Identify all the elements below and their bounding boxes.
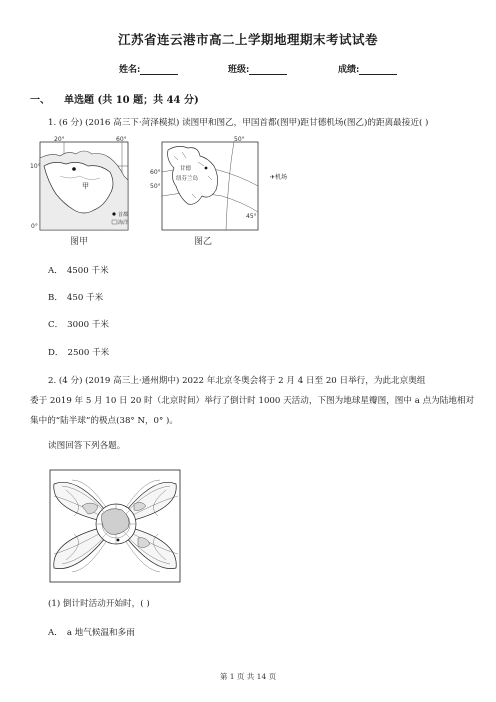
question-2-stem-line-1: 2. (4 分) (2019 高三上·通州期中) 2022 年北京冬奥会将于 2 月 4 日至 20 日举行，为此北京奥组 [48, 376, 426, 386]
option-letter: C． [48, 320, 64, 330]
option-text: 2500 千米 [67, 348, 110, 358]
name-blank[interactable] [140, 65, 178, 75]
option-text: 450 千米 [66, 293, 104, 303]
option-text: a 地气候温和多雨 [66, 628, 135, 638]
q1-option-d[interactable] [48, 346, 109, 358]
section-number: 一、 [30, 95, 50, 106]
legend-capital-icon [112, 212, 115, 215]
star-petal-map [46, 466, 186, 586]
score-label: 成绩: [338, 65, 360, 75]
q2-sub1-option-a[interactable] [48, 626, 135, 638]
figure-b-caption: 图乙 [194, 237, 213, 247]
figure-a-map [30, 136, 142, 236]
score-field [338, 62, 397, 75]
capital-marker-icon [72, 167, 76, 171]
q1-option-c[interactable] [48, 318, 109, 330]
fig-a-legend-1: 首都 [118, 212, 129, 218]
airport-icon: ✈ [270, 174, 276, 181]
section-title: 单选题 (共 10 题；共 44 分) [64, 95, 199, 106]
option-letter: A． [48, 628, 63, 638]
fig-b-island-label-1: 甘德 [180, 166, 192, 172]
option-letter: B． [48, 293, 63, 303]
class-label: 班级: [228, 65, 250, 75]
fig-b-lat-1: 60° [150, 169, 161, 176]
section-heading [30, 91, 199, 106]
question-2-sub-1: (1) 倒计时活动开始时，( ) [48, 599, 150, 609]
option-letter: A． [48, 266, 63, 276]
point-a-icon [117, 539, 120, 542]
option-letter: D． [48, 348, 64, 358]
name-field [119, 62, 178, 75]
name-label: 姓名: [119, 65, 141, 75]
class-field [228, 62, 287, 75]
fig-b-lon-1: 50° [234, 136, 245, 143]
fig-b-island-label-2: 纽芬兰岛 [176, 176, 199, 182]
fig-a-lat-2: 0° [31, 223, 38, 230]
q1-option-b[interactable] [48, 291, 103, 303]
fig-b-lat-3: 45° [246, 213, 257, 220]
fig-a-lon-1: 20° [54, 136, 65, 143]
exam-title: 江苏省连云港市高二上学期地理期末考试试卷 [117, 32, 378, 47]
gander-dot-icon [205, 167, 208, 170]
fig-a-lat-1: 10° [30, 163, 41, 170]
question-2-stem-line-3: 集中的“陆半球”的极点(38° N，0° )。 [30, 416, 179, 426]
fig-a-lon-2: 60° [116, 136, 127, 143]
question-2-stem-line-2: 委于 2019 年 5 月 10 日 20 时（北京时间）举行了倒计时 1000 天活动，下图为地球星瓣图，图中 a 点为陆地相对 [30, 396, 475, 406]
figure-a-caption: 图甲 [70, 237, 89, 247]
fig-b-lat-2: 50° [150, 183, 161, 190]
question-2-instruction: 读图回答下列各题。 [48, 441, 126, 451]
airport-label: 机场 [275, 174, 288, 181]
student-info-row [0, 62, 496, 76]
fig-a-legend-2: 海洋 [118, 220, 129, 226]
class-blank[interactable] [249, 65, 287, 75]
figure-b [148, 136, 288, 247]
option-text: 4500 千米 [66, 266, 109, 276]
option-text: 3000 千米 [67, 320, 109, 330]
figure-a [30, 136, 142, 247]
figure-b-map [148, 136, 268, 236]
q1-option-a[interactable] [48, 264, 109, 276]
page-footer: 第 1 页 共 14 页 [219, 672, 277, 681]
fig-a-country-label: 甲 [82, 182, 89, 190]
star-petal-map-figure [46, 466, 186, 590]
question-1-stem: 1. (6 分) (2016 高三下·菏泽模拟) 读图甲和图乙，甲国首都(图甲)距甘德机场(图乙)的距离最接近( ) [48, 118, 429, 128]
airport-legend [270, 172, 287, 181]
score-blank[interactable] [359, 65, 397, 75]
legend-ocean-icon [112, 220, 117, 224]
